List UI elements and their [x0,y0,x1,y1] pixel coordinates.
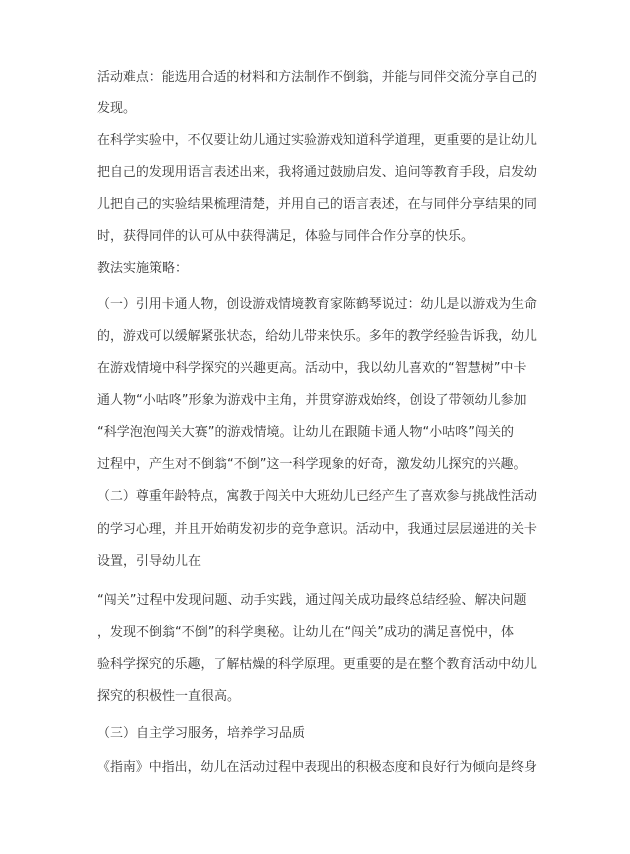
text-line: ，发现不倒翁“不倒”的科学奥秘。让幼儿在“闯关”成功的满足喜悦中，体 [97,625,514,640]
text-line: 在游戏情境中科学探究的兴趣更高。活动中，我以幼儿喜欢的“智慧树”中卡 [97,361,527,376]
text-line: 通人物“小咕咚”形象为游戏中主角，并贯穿游戏始终，创设了带领幼儿参加 [97,393,527,408]
text-line: 儿把自己的实验结果梳理清楚，并用自己的语言表述，在与同伴分享结果的同 [97,197,538,212]
text-line: 过程中，产生对不倒翁“不倒”这一科学现象的好奇，激发幼儿探究的兴趣。 [97,457,527,472]
text-line: 在科学实验中，不仅要让幼儿通过实验游戏知道科学道理，更重要的是让幼儿 [97,133,538,148]
text-line: （二）尊重年龄特点，寓教于闯关中大班幼儿已经产生了喜欢参与挑战性活动 [97,489,538,504]
text-line: （一）引用卡通人物，创设游戏情境教育家陈鹤琴说过：幼儿是以游戏为生命 [97,297,538,312]
text-line: 活动难点：能选用合适的材料和方法制作不倒翁，并能与同伴交流分享自己的 [97,70,538,85]
text-line: 时，获得同伴的认可从中获得满足，体验与同伴合作分享的快乐。 [97,229,475,244]
text-line: 的学习心理，并且开始萌发初步的竞争意识。活动中，我通过层层递进的关卡 [97,522,538,537]
text-line: 的，游戏可以缓解紧张状态，给幼儿带来快乐。多年的教学经验告诉我，幼儿 [97,329,538,344]
text-line: 探究的积极性一直很高。 [97,689,241,704]
text-line: 发现。 [97,101,137,116]
text-line: “闯关”过程中发现问题、动手实践，通过闯关成功最终总结经验、解决问题 [97,593,527,608]
text-line: “科学泡泡闯关大赛”的游戏情境。让幼儿在跟随卡通人物“小咕咚”闯关的 [97,425,514,440]
section-heading: （三）自主学习服务，培养学习品质 [97,726,306,741]
text-line: 把自己的发现用语言表述出来，我将通过鼓励启发、追问等教育手段，启发幼 [97,165,538,180]
text-line: 《指南》中指出，幼儿在活动过程中表现出的积极态度和良好行为倾向是终身 [97,760,538,775]
text-line: 设置，引导幼儿在 [97,554,202,569]
text-line: 验科学探究的乐趣，了解枯燥的科学原理。更重要的是在整个教育活动中幼儿 [97,657,538,672]
section-heading: 教法实施策略： [97,261,189,276]
